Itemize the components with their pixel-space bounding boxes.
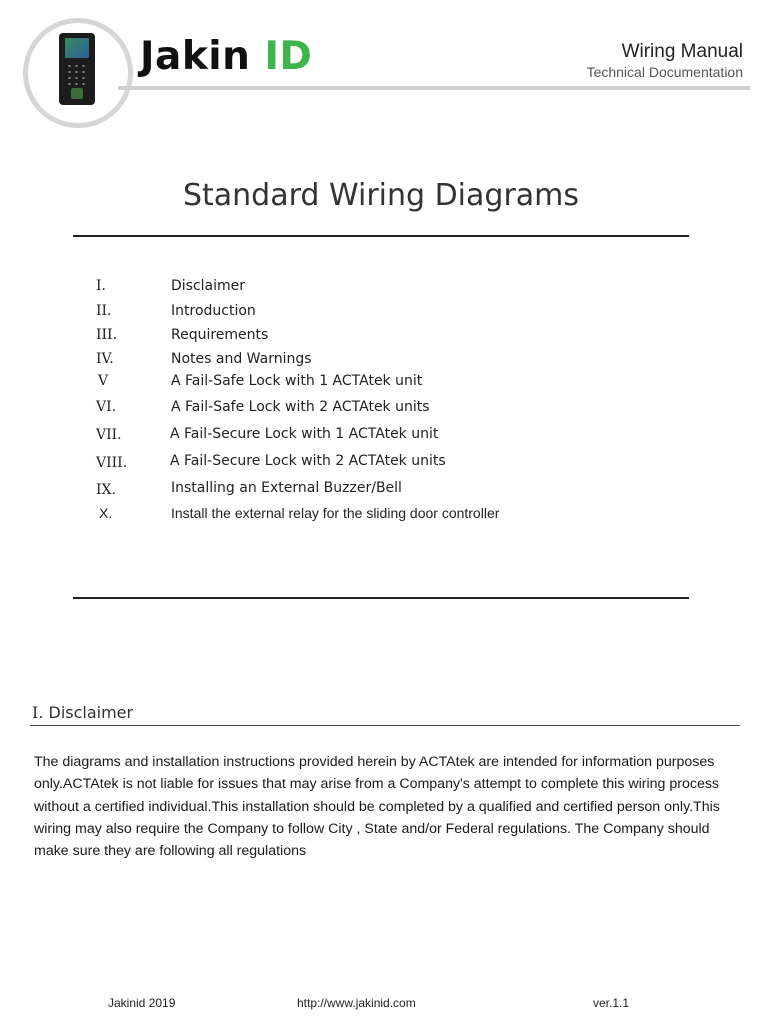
toc-number: IV. xyxy=(96,351,114,367)
toc-number: VIII. xyxy=(96,455,128,471)
document-title: Standard Wiring Diagrams xyxy=(182,178,580,213)
manual-subtitle: Technical Documentation xyxy=(586,64,743,80)
toc-number: V xyxy=(98,373,109,389)
toc-number: IX. xyxy=(96,482,116,498)
toc-item-label: Install the external relay for the sliding door controller xyxy=(171,505,500,521)
section-number: I. xyxy=(32,703,44,722)
toc-number: VI. xyxy=(96,399,117,415)
toc-number: VII. xyxy=(96,427,122,443)
disclaimer-paragraph: The diagrams and installation instructions provided herein by ACTAtek are intended for information purposes only.ACTAtek is not liable for issues that may arise from a Company's attempt to complete this wiring process without a certified individual.This installation should be completed by a qualified and certified person only.This wiring may also require the Company to follow City , State and/or Federal regulations. The Company should make sure they are following all regulations xyxy=(34,754,720,860)
toc-number: I. xyxy=(96,278,106,294)
header-rule xyxy=(118,86,750,90)
fingerprint-sensor-icon xyxy=(71,88,83,99)
brand-accent: ID xyxy=(264,34,313,79)
footer-left: Jakinid 2019 xyxy=(108,996,176,1010)
footer-version: ver.1.1 xyxy=(593,996,630,1010)
section-rule xyxy=(30,725,740,726)
toc-number: II. xyxy=(96,303,112,319)
manual-title: Wiring Manual xyxy=(621,41,743,62)
toc-item-label: A Fail-Secure Lock with 2 ACTAtek units xyxy=(170,453,446,469)
section-title: Disclaimer xyxy=(48,703,134,722)
brand-logo xyxy=(140,34,312,79)
title-rule xyxy=(73,235,689,237)
toc-item-label: Notes and Warnings xyxy=(171,351,312,367)
footer-url: http://www.jakinid.com xyxy=(297,996,416,1010)
device-keypad xyxy=(66,63,88,85)
brand-main: Jakin xyxy=(140,34,251,79)
toc-item-label: A Fail-Safe Lock with 1 ACTAtek unit xyxy=(171,373,423,389)
toc-number: III. xyxy=(96,327,118,343)
device-image xyxy=(59,33,95,105)
toc-item-label: Disclaimer xyxy=(171,278,246,294)
toc-item-label: Introduction xyxy=(171,303,256,319)
device-screen xyxy=(65,38,89,58)
toc-item-label: A Fail-Secure Lock with 1 ACTAtek unit xyxy=(170,426,439,442)
section-heading xyxy=(32,703,133,722)
toc-number: X. xyxy=(99,505,113,521)
toc-bottom-rule xyxy=(73,597,689,599)
toc-item-label: A Fail-Safe Lock with 2 ACTAtek units xyxy=(171,399,430,415)
toc-item-label: Installing an External Buzzer/Bell xyxy=(171,480,402,496)
toc-item-label: Requirements xyxy=(171,327,269,343)
